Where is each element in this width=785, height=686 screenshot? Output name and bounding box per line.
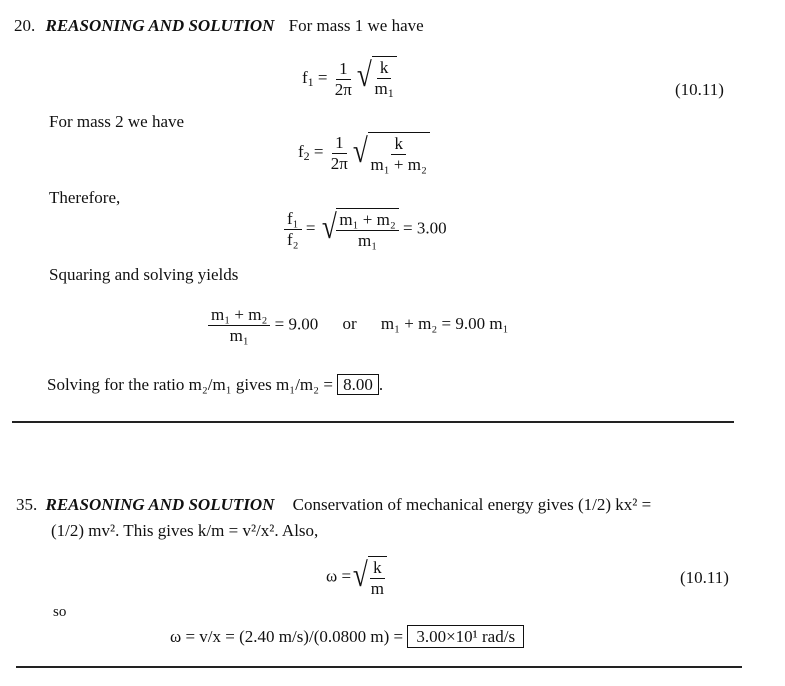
- sqrt-icon: √ $\frac{\text{m₁ + m₂}}{\text{m₁}}$: [320, 208, 399, 251]
- equation-omega: ω = √ $\frac{k}{m}$: [326, 556, 387, 599]
- equation-f2: $f_2$ = $\frac{1}{2\pi}$ √ $\frac{k}{\text{m₁ + m₂}}$: [298, 132, 430, 175]
- equation-ref: (10.11): [680, 568, 729, 587]
- section-heading: REASONING AND SOLUTION: [45, 16, 275, 35]
- equation-ref: (10.11): [675, 80, 724, 99]
- problem-35-line2: (1/2) mv². This gives k/m = v²/x². Also,: [51, 521, 319, 540]
- section-heading: REASONING AND SOLUTION: [45, 495, 275, 514]
- equation-omega-value: ω = v/x = (2.40 m/s)/(0.0800 m) = 3.00×10¹ rad/s: [170, 627, 524, 647]
- text-mass2: For mass 2 we have: [49, 112, 185, 131]
- text-therefore: Therefore,: [49, 188, 121, 207]
- divider: [12, 421, 734, 423]
- fraction: $\frac{1}{2\pi}$: [334, 59, 352, 99]
- problem-20-heading: [14, 16, 424, 36]
- intro-text: For mass 1 we have: [288, 16, 424, 35]
- text-squaring: Squaring and solving yields: [49, 265, 239, 284]
- text-so: so: [53, 604, 67, 620]
- answer-box: 8.00: [337, 374, 379, 395]
- conclusion-20: Solving for the ratio m₂/m₁ gives m₁/m₂ = 8.00 .: [47, 375, 384, 394]
- equation-f1: $f_1$ = $\frac{1}{2\pi}$ √ $\frac{k}{m_1}$: [302, 56, 397, 103]
- problem-number: 20.: [14, 16, 36, 35]
- equation-ratio: $\frac{\text{f₁}}{\text{f₂}}$ = √ $\frac{\text{m₁ + m₂}}{\text{m₁}}$ = 3.00: [284, 208, 447, 251]
- sqrt-icon: √ $\frac{k}{m_1}$: [355, 56, 397, 103]
- sqrt-icon: √ $\frac{k}{m}$: [351, 556, 387, 599]
- problem-35-heading: 35. REASONING AND SOLUTION Conservation of mechanical energy gives (1/2) kx² =: [16, 495, 652, 514]
- sqrt-icon: √ $\frac{k}{\text{m₁ + m₂}}$: [351, 132, 430, 175]
- divider: [16, 666, 742, 668]
- answer-box: 3.00×10¹ rad/s: [407, 625, 524, 648]
- equation-squared: $\frac{\text{m₁ + m₂}}{\text{m₁}}$ = 9.00 or m₁ + m₂ = 9.00 m₁: [208, 305, 509, 346]
